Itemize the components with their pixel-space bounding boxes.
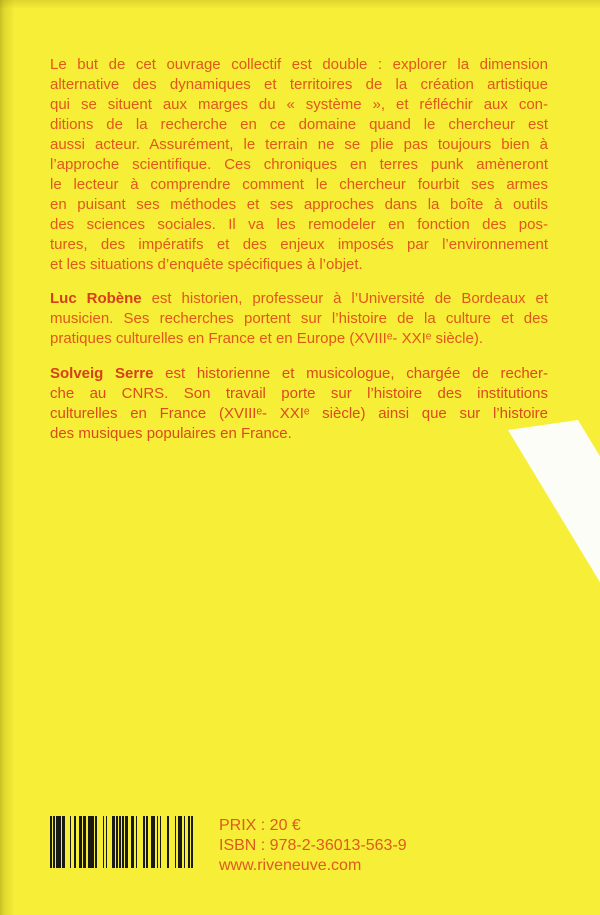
author-bio-solveig-serre <box>50 364 548 444</box>
blurb-line: Le but de cet ouvrage collectif est double : explorer la dimension <box>50 56 548 73</box>
bio-text: est historienne et musicologue, chargée de recher- <box>153 365 548 382</box>
blurb-line: des sciences sociales. Il va les remodeler en fonction des pos- <box>50 216 548 233</box>
bio-line <box>50 364 548 384</box>
website-text: www.riveneuve.com <box>219 857 362 874</box>
bio-text: est historien, professeur à l’Université de Bordeaux et <box>141 290 549 307</box>
footer-info <box>219 816 407 876</box>
blurb-line: ditions de la recherche en ce domaine quand le chercheur est <box>50 116 548 133</box>
author-name: Luc Robène <box>50 290 142 307</box>
bio-line: des musiques populaires en France. <box>50 425 292 442</box>
back-cover-blurb <box>50 55 548 275</box>
blurb-line: qui se situent aux marges du « système », et réfléchir aux con- <box>50 96 548 113</box>
ean13-barcode <box>50 816 193 868</box>
blurb-line: le lecteur à comprendre comment le chercheur fourbit ses armes <box>50 176 548 193</box>
blurb-line: l’approche scientifique. Ces chroniques en terres punk amèneront <box>50 156 548 173</box>
isbn-text: ISBN : 978-2-36013-563-9 <box>219 837 407 854</box>
bio-line <box>50 289 548 309</box>
author-name: Solveig Serre <box>50 365 154 382</box>
blurb-line: aussi acteur. Assurément, le terrain ne se plie pas toujours bien à <box>50 136 548 153</box>
blurb-line: et les situations d’enquête spécifiques à l’objet. <box>50 256 363 273</box>
price-text: PRIX : 20 € <box>219 817 301 834</box>
blurb-line: tures, des impératifs et des enjeux imposés par l’environnement <box>50 236 548 253</box>
blurb-line: alternative des dynamiques et territoires de la création artistique <box>50 76 548 93</box>
bio-line: pratiques culturelles en France et en Europe (XVIIIᵉ- XXIᵉ siècle). <box>50 330 484 347</box>
bio-line: che au CNRS. Son travail porte sur l’histoire des institutions <box>50 385 548 402</box>
author-bio-luc-robene <box>50 289 548 349</box>
blurb-line: en puisant ses méthodes et ses approches dans la boîte à outils <box>50 196 548 213</box>
bio-line: culturelles en France (XVIIIᵉ- XXIᵉ siècle) ainsi que sur l’histoire <box>50 405 548 422</box>
bio-line: musicien. Ses recherches portent sur l’histoire de la culture et des <box>50 310 548 327</box>
